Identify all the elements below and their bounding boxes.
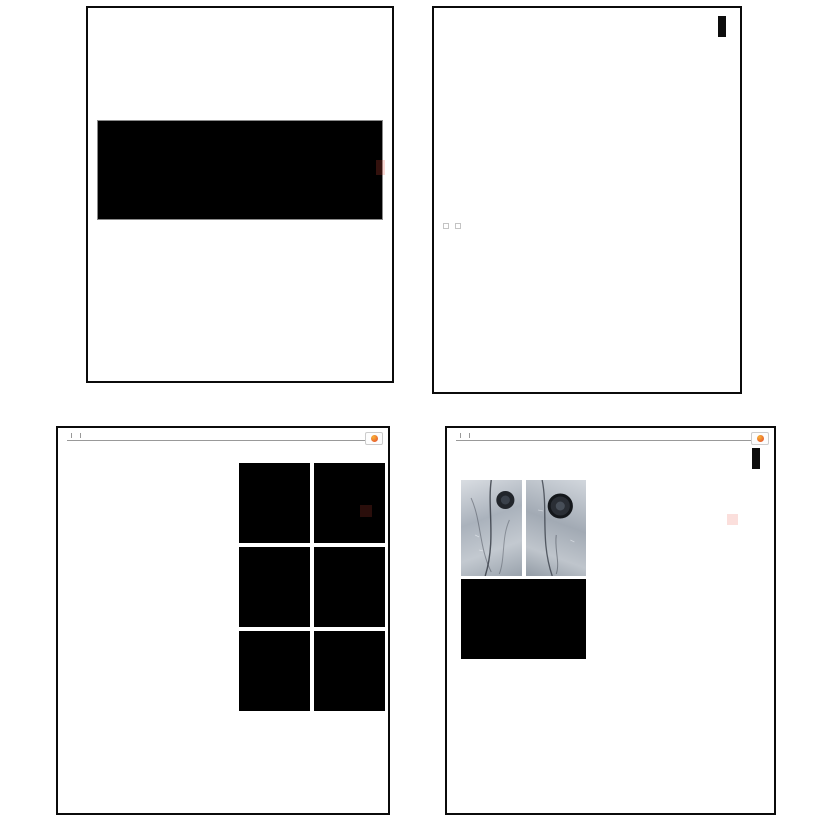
echo-image-f — [461, 579, 586, 659]
clinical-cardiology-logo — [718, 16, 726, 37]
bullseye-image-c1 — [239, 547, 310, 627]
lvef-change-panel — [455, 223, 461, 229]
lbbp-lvedd-slope-plot — [641, 133, 729, 217]
received-dates — [456, 433, 765, 438]
doppler-image-d1 — [239, 631, 310, 711]
paper-2-header — [443, 16, 731, 37]
bullseye-image-c2 — [314, 547, 385, 627]
watermark-artifact — [360, 505, 372, 517]
pacing-impedance-chart — [289, 29, 383, 93]
paper-3-page[interactable] — [56, 426, 390, 815]
qrs-reduction-panel — [443, 223, 449, 229]
paper-2-page[interactable] — [432, 6, 742, 394]
echo-panel-a — [101, 124, 238, 216]
biv-lvedd-slope-plot — [641, 47, 729, 131]
imaging-panels — [461, 479, 586, 659]
lbbp-qrs-slope-plot — [456, 133, 544, 217]
echo-image-grid — [239, 463, 385, 711]
lbbp-lvef-slope-plot — [548, 133, 636, 217]
sdi-bar-chart — [67, 469, 227, 579]
fluoro-panel-e — [526, 479, 587, 576]
watermark-artifact — [376, 160, 385, 175]
tsd-bar-chart — [67, 597, 227, 707]
echo-image-b — [242, 124, 379, 216]
figure-caption — [97, 97, 383, 104]
r-wave-amplitude-chart — [193, 29, 287, 93]
echo-image-a — [101, 124, 238, 216]
bullseye-image-b2 — [314, 463, 385, 543]
row-label-lbbp-crt — [443, 133, 454, 217]
slope-plot-grid — [443, 47, 731, 217]
echo-panel-b — [242, 124, 379, 216]
bar-chart-row — [443, 223, 731, 229]
watermark-artifact — [727, 514, 738, 525]
paper-3-header — [67, 448, 379, 451]
capture-threshold-chart — [97, 29, 191, 93]
biv-lvef-slope-plot — [548, 47, 636, 131]
figure-caption — [456, 663, 765, 670]
fluoro-panel-d — [461, 479, 522, 576]
clinical-cardiology-logo — [752, 448, 760, 469]
divider — [67, 440, 379, 441]
doppler-image-d2 — [314, 631, 385, 711]
bullseye-image-b1 — [239, 463, 310, 543]
paper-4-page[interactable] — [445, 426, 776, 815]
divider — [456, 440, 765, 441]
figure-1 — [67, 461, 379, 717]
received-dates — [67, 433, 379, 438]
paper-1-header — [97, 16, 383, 19]
figure-line-charts — [97, 29, 383, 93]
check-for-updates-badge[interactable] — [365, 432, 383, 445]
biv-qrs-slope-plot — [456, 47, 544, 131]
paper-4-header — [456, 448, 765, 469]
crossmark-icon — [757, 435, 764, 442]
crossmark-icon — [371, 435, 378, 442]
paper-1-page[interactable] — [86, 6, 394, 383]
table-title — [97, 109, 383, 115]
fluoroscopy-image-rao — [461, 480, 522, 576]
figure-2 — [456, 479, 765, 659]
echocardiogram-figure — [97, 120, 383, 220]
check-for-updates-badge[interactable] — [751, 432, 769, 445]
fluoroscopy-image-lao — [526, 480, 587, 576]
row-label-biv-crt — [443, 47, 454, 131]
